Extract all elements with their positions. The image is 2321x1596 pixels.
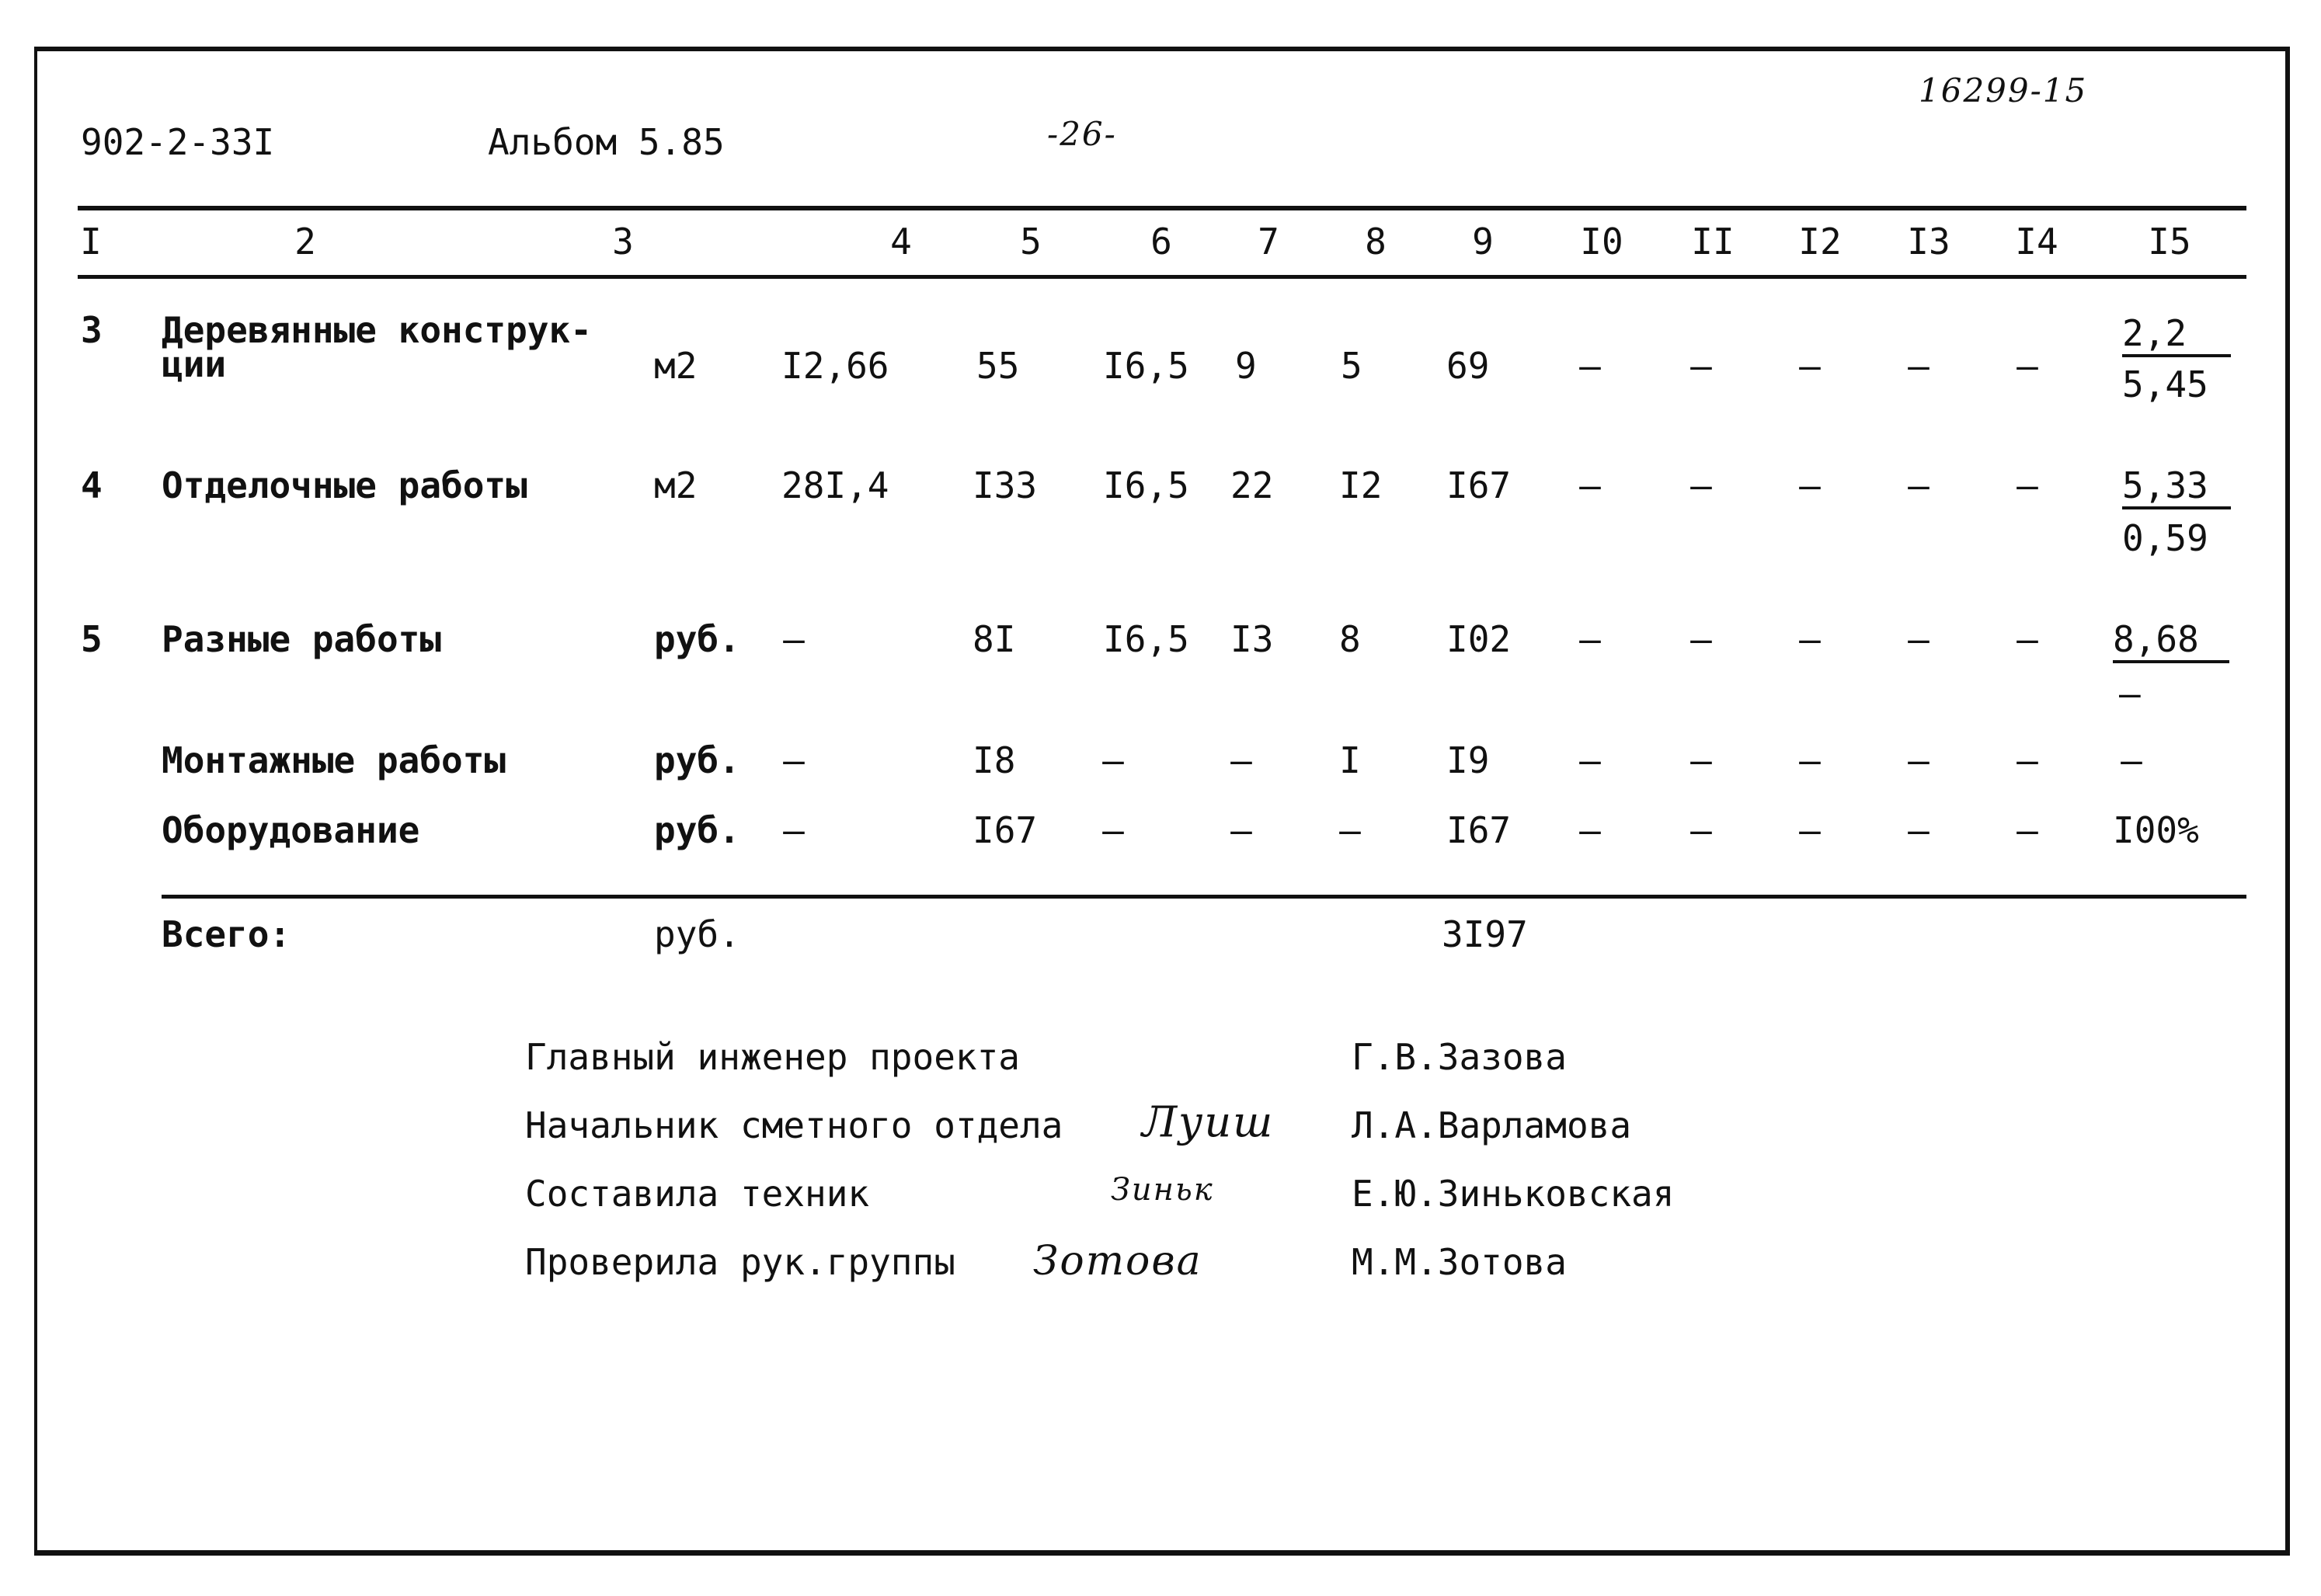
col-header: I bbox=[80, 221, 102, 263]
cell-fraction-top: 8,68 bbox=[2113, 621, 2229, 663]
row-name: Оборудование bbox=[162, 809, 420, 851]
cell: 55 bbox=[976, 345, 1020, 387]
col-header: 6 bbox=[1150, 221, 1172, 263]
row-unit: м2 bbox=[654, 345, 698, 387]
cell: – bbox=[1908, 739, 1930, 781]
col-header: 4 bbox=[890, 221, 912, 263]
total-value: 3I97 bbox=[1442, 913, 1528, 955]
signature-name: М.М.Зотова bbox=[1352, 1241, 1567, 1283]
row-number: 4 bbox=[81, 464, 103, 506]
col-header: 8 bbox=[1365, 221, 1387, 263]
cell: I02 bbox=[1446, 618, 1512, 660]
row-name: Монтажные работы bbox=[162, 739, 506, 781]
cell: – bbox=[1799, 739, 1821, 781]
cell: I2 bbox=[1339, 464, 1383, 506]
cell: – bbox=[1799, 345, 1821, 387]
cell: – bbox=[1230, 739, 1252, 781]
page-number: -26- bbox=[1047, 115, 1117, 153]
row-name: Деревянные конструк- bbox=[162, 309, 592, 351]
cell-fraction-bottom: 0,59 bbox=[2122, 517, 2208, 559]
handwritten-signature: Зиньк bbox=[1111, 1172, 1214, 1208]
cell: – bbox=[783, 618, 805, 660]
cell-fraction-top: 2,2 bbox=[2122, 315, 2231, 357]
cell: – bbox=[2017, 809, 2038, 851]
signature-role: Проверила рук.группы bbox=[525, 1241, 955, 1283]
cell: – bbox=[1690, 618, 1712, 660]
page-frame bbox=[34, 47, 2290, 1556]
row-name: Отделочные работы bbox=[162, 464, 527, 506]
cell: 8I bbox=[973, 618, 1016, 660]
cell: – bbox=[1908, 345, 1930, 387]
cell: – bbox=[1579, 464, 1601, 506]
cell: I2,66 bbox=[781, 345, 889, 387]
row-unit: руб. bbox=[654, 739, 740, 781]
cell: 28I,4 bbox=[781, 464, 889, 506]
cell: – bbox=[1799, 809, 1821, 851]
row-unit: руб. bbox=[654, 809, 740, 851]
cell: I bbox=[1339, 739, 1361, 781]
cell: – bbox=[1579, 739, 1601, 781]
row-unit: руб. bbox=[654, 618, 740, 660]
cell: – bbox=[1908, 618, 1930, 660]
col-header: I2 bbox=[1798, 221, 1842, 263]
cell-fraction-bottom: – bbox=[2119, 673, 2141, 715]
cell: – bbox=[1690, 809, 1712, 851]
cell: 9 bbox=[1235, 345, 1257, 387]
row-name-continued: ции bbox=[162, 343, 227, 385]
signature-role: Главный инженер проекта bbox=[525, 1036, 1020, 1078]
doc-code: 902-2-33I bbox=[81, 121, 275, 163]
cell: – bbox=[1579, 809, 1601, 851]
cell: – bbox=[1339, 809, 1361, 851]
cell: – bbox=[1690, 464, 1712, 506]
col-header: 9 bbox=[1472, 221, 1494, 263]
cell: – bbox=[2017, 345, 2038, 387]
cell: 5 bbox=[1341, 345, 1362, 387]
handwritten-signature: Зотова bbox=[1033, 1238, 1202, 1285]
cell: I6,5 bbox=[1103, 345, 1189, 387]
col-header: 5 bbox=[1020, 221, 1042, 263]
row-number: 3 bbox=[81, 309, 103, 351]
stamp-number: 16299-15 bbox=[1919, 71, 2088, 110]
album-label: Альбом 5.85 bbox=[488, 121, 725, 163]
cell: – bbox=[1102, 739, 1124, 781]
total-label: Всего: bbox=[162, 913, 291, 955]
cell: I67 bbox=[973, 809, 1038, 851]
cell: – bbox=[1908, 464, 1930, 506]
cell: I00% bbox=[2113, 809, 2199, 851]
signature-role: Составила техник bbox=[525, 1173, 870, 1215]
row-number: 5 bbox=[81, 618, 103, 660]
col-header: I4 bbox=[2015, 221, 2058, 263]
col-header: I0 bbox=[1580, 221, 1623, 263]
cell: 69 bbox=[1446, 345, 1490, 387]
cell: – bbox=[1690, 345, 1712, 387]
signature-name: Г.В.Зазова bbox=[1352, 1036, 1567, 1078]
col-header: II bbox=[1691, 221, 1735, 263]
cell: I6,5 bbox=[1103, 464, 1189, 506]
col-header: I5 bbox=[2148, 221, 2191, 263]
cell: – bbox=[1579, 618, 1601, 660]
signature-name: Л.А.Варламова bbox=[1352, 1104, 1632, 1146]
top-rule bbox=[78, 206, 2246, 210]
col-header: 7 bbox=[1258, 221, 1279, 263]
cell-fraction-top: 5,33 bbox=[2122, 468, 2231, 509]
cell-fraction-bottom: 5,45 bbox=[2122, 363, 2208, 405]
cell: – bbox=[2017, 739, 2038, 781]
total-unit: руб. bbox=[654, 913, 740, 955]
cell: 22 bbox=[1230, 464, 1274, 506]
total-rule bbox=[162, 895, 2246, 899]
row-name: Разные работы bbox=[162, 618, 442, 660]
cell: – bbox=[2017, 618, 2038, 660]
cell: – bbox=[1102, 809, 1124, 851]
col-header: 2 bbox=[294, 221, 316, 263]
cell: I67 bbox=[1446, 464, 1512, 506]
cell: – bbox=[1908, 809, 1930, 851]
cell: I3 bbox=[1230, 618, 1274, 660]
cell: – bbox=[2121, 739, 2142, 781]
signature-name: Е.Ю.Зиньковская bbox=[1352, 1173, 1675, 1215]
cell: I6,5 bbox=[1103, 618, 1189, 660]
cell: – bbox=[783, 739, 805, 781]
col-header: 3 bbox=[612, 221, 634, 263]
signature-role: Начальник сметного отдела bbox=[525, 1104, 1063, 1146]
cell: I9 bbox=[1446, 739, 1490, 781]
cell: – bbox=[2017, 464, 2038, 506]
row-unit: м2 bbox=[654, 464, 698, 506]
cell: – bbox=[1230, 809, 1252, 851]
cell: – bbox=[1690, 739, 1712, 781]
cell: – bbox=[783, 809, 805, 851]
cell: – bbox=[1799, 618, 1821, 660]
col-header: I3 bbox=[1907, 221, 1950, 263]
cell: 8 bbox=[1339, 618, 1361, 660]
cell: I8 bbox=[973, 739, 1016, 781]
cell: I67 bbox=[1446, 809, 1512, 851]
cell: – bbox=[1579, 345, 1601, 387]
cell: – bbox=[1799, 464, 1821, 506]
handwritten-signature: Луиш bbox=[1142, 1097, 1275, 1146]
header-rule bbox=[78, 275, 2246, 279]
cell: I33 bbox=[973, 464, 1038, 506]
